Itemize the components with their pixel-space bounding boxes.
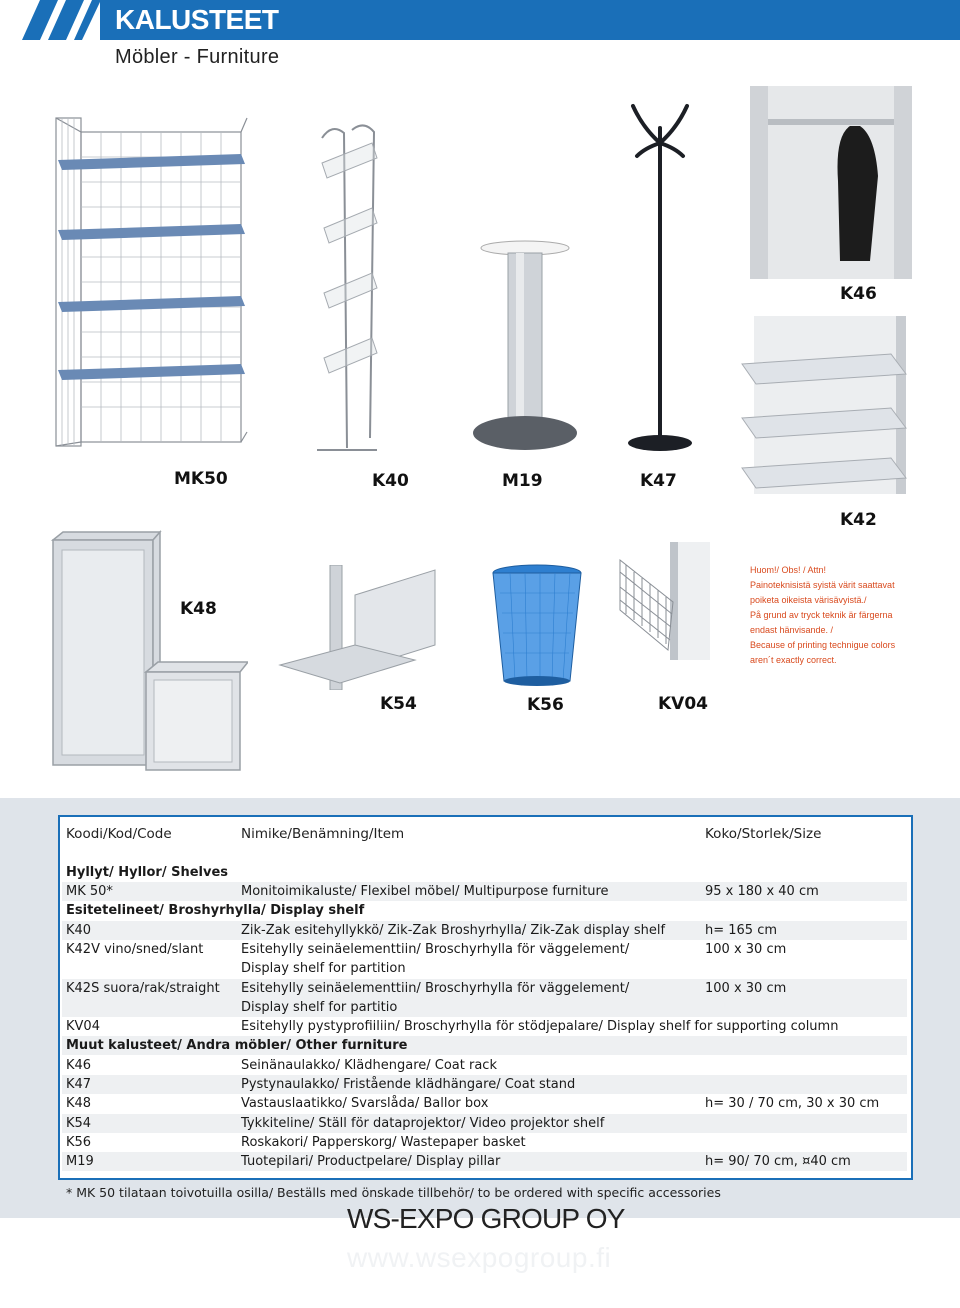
table-cell: K54 [66, 1116, 92, 1131]
label-k54: K54 [380, 694, 417, 714]
table-cell: Tuotepilari/ Productpelare/ Display pillar [241, 1154, 501, 1169]
website-link[interactable]: www.wsexpogroup.fi [347, 1242, 612, 1273]
table-cell: Monitoimikaluste/ Flexibel möbel/ Multipurpose furniture [241, 884, 609, 899]
page-title: KALUSTEET [115, 4, 279, 35]
print-color-note [750, 563, 910, 668]
k40-image [312, 118, 387, 458]
table-cell: Zik-Zak esitehyllykkö/ Zik-Zak Broshyrhylla/ Zik-Zak display shelf [241, 923, 666, 938]
header-stripes-logo [0, 0, 100, 40]
table-cell: Esitehylly seinäelementtiin/ Broschyrhylla för väggelement/ [241, 942, 630, 957]
label-k48: K48 [180, 599, 217, 619]
mk50-image [50, 112, 250, 452]
table-cell: Vastauslaatikko/ Svarslåda/ Ballor box [241, 1096, 489, 1111]
table-row [62, 959, 907, 978]
table-cell: 100 x 30 cm [705, 942, 787, 957]
table-cell: Muut kalusteet/ Andra möbler/ Other furniture [66, 1038, 408, 1053]
table-cell: Esitetelineet/ Broshyrhylla/ Display shelf [66, 903, 365, 918]
table-cell: K40 [66, 923, 92, 938]
table-cell: Pystynaulakko/ Fristående klädhängare/ Coat stand [241, 1077, 576, 1092]
table-header-item: Nimike/Benämning/Item [241, 826, 405, 842]
label-k47: K47 [640, 471, 677, 491]
table-cell: K42S suora/rak/straight [66, 981, 220, 996]
k48-image [48, 530, 248, 780]
page-subtitle: Möbler - Furniture [115, 46, 280, 68]
table-cell: Esitehylly pystyprofiiliin/ Broschyrhylla för stödjepalare/ Display shelf for supporting column [241, 1019, 839, 1034]
table-cell: M19 [66, 1154, 94, 1169]
table-row [62, 940, 907, 959]
table-row [62, 882, 907, 901]
label-mk50: MK50 [174, 469, 228, 489]
k54-image [275, 565, 445, 690]
note-line: På grund av tryck teknik är färgerna [750, 610, 893, 620]
table-cell: 95 x 180 x 40 cm [705, 884, 819, 899]
note-line: Huom!/ Obs! / Attn! [750, 565, 827, 575]
table-row [62, 1056, 907, 1075]
label-k56: K56 [527, 695, 564, 715]
table-header-size: Koko/Storlek/Size [705, 826, 822, 842]
table-cell: K46 [66, 1058, 92, 1073]
table-cell: Roskakori/ Papperskorg/ Wastepaper basket [241, 1135, 526, 1150]
label-k46: K46 [840, 284, 877, 304]
table-header-code: Koodi/Kod/Code [66, 826, 172, 842]
table-cell: K42V vino/sned/slant [66, 942, 204, 957]
table-row [62, 1017, 907, 1036]
table-row [62, 1114, 907, 1133]
table-row [62, 1075, 907, 1094]
company-logo: WS-EXPO GROUP OY [347, 1203, 625, 1234]
table-cell: Tykkiteline/ Ställ för dataprojektor/ Video projektor shelf [241, 1116, 605, 1131]
table-section-row [62, 1036, 907, 1055]
footnote: * MK 50 tilataan toivotuilla osilla/ Beställs med önskade tillbehör/ to be ordered with specific accessories [66, 1185, 721, 1200]
table-cell: Display shelf for partitio [241, 1000, 398, 1015]
note-line: Painoteknisistä syistä värit saattavat [750, 580, 895, 590]
table-row [62, 1152, 907, 1171]
label-m19: M19 [502, 471, 543, 491]
note-line: poiketa oikeista värisävyistä./ [750, 595, 867, 605]
note-line: endast hänvisande. / [750, 625, 834, 635]
note-line: Because of printing technigue colors [750, 640, 896, 650]
m19-image [470, 238, 580, 458]
k47-image [615, 98, 705, 460]
label-k40: K40 [372, 471, 409, 491]
table-row [62, 979, 907, 998]
kv04-image [618, 542, 713, 660]
table-cell: K47 [66, 1077, 92, 1092]
note-line: aren´t exactly correct. [750, 655, 837, 665]
table-cell: h= 90/ 70 cm, ¤40 cm [705, 1154, 851, 1169]
table-section-row [62, 863, 907, 882]
k42-image [736, 316, 912, 494]
table-cell: h= 165 cm [705, 923, 778, 938]
table-cell: 100 x 30 cm [705, 981, 787, 996]
table-section-row [62, 901, 907, 920]
k56-image [490, 563, 585, 688]
table-cell: Seinänaulakko/ Klädhengare/ Coat rack [241, 1058, 497, 1073]
table-row [62, 1133, 907, 1152]
table-row [62, 921, 907, 940]
k46-image [750, 86, 912, 279]
table-cell: h= 30 / 70 cm, 30 x 30 cm [705, 1096, 880, 1111]
table-cell: K48 [66, 1096, 92, 1111]
table-cell: K56 [66, 1135, 92, 1150]
table-cell: Hyllyt/ Hyllor/ Shelves [66, 865, 229, 880]
table-row [62, 998, 907, 1017]
label-k42: K42 [840, 510, 877, 530]
table-row [62, 1094, 907, 1113]
table-cell: Display shelf for partition [241, 961, 406, 976]
label-kv04: KV04 [658, 694, 708, 714]
table-cell: MK 50* [66, 884, 113, 899]
table-cell: KV04 [66, 1019, 100, 1034]
table-cell: Esitehylly seinäelementtiin/ Broschyrhylla för väggelement/ [241, 981, 630, 996]
